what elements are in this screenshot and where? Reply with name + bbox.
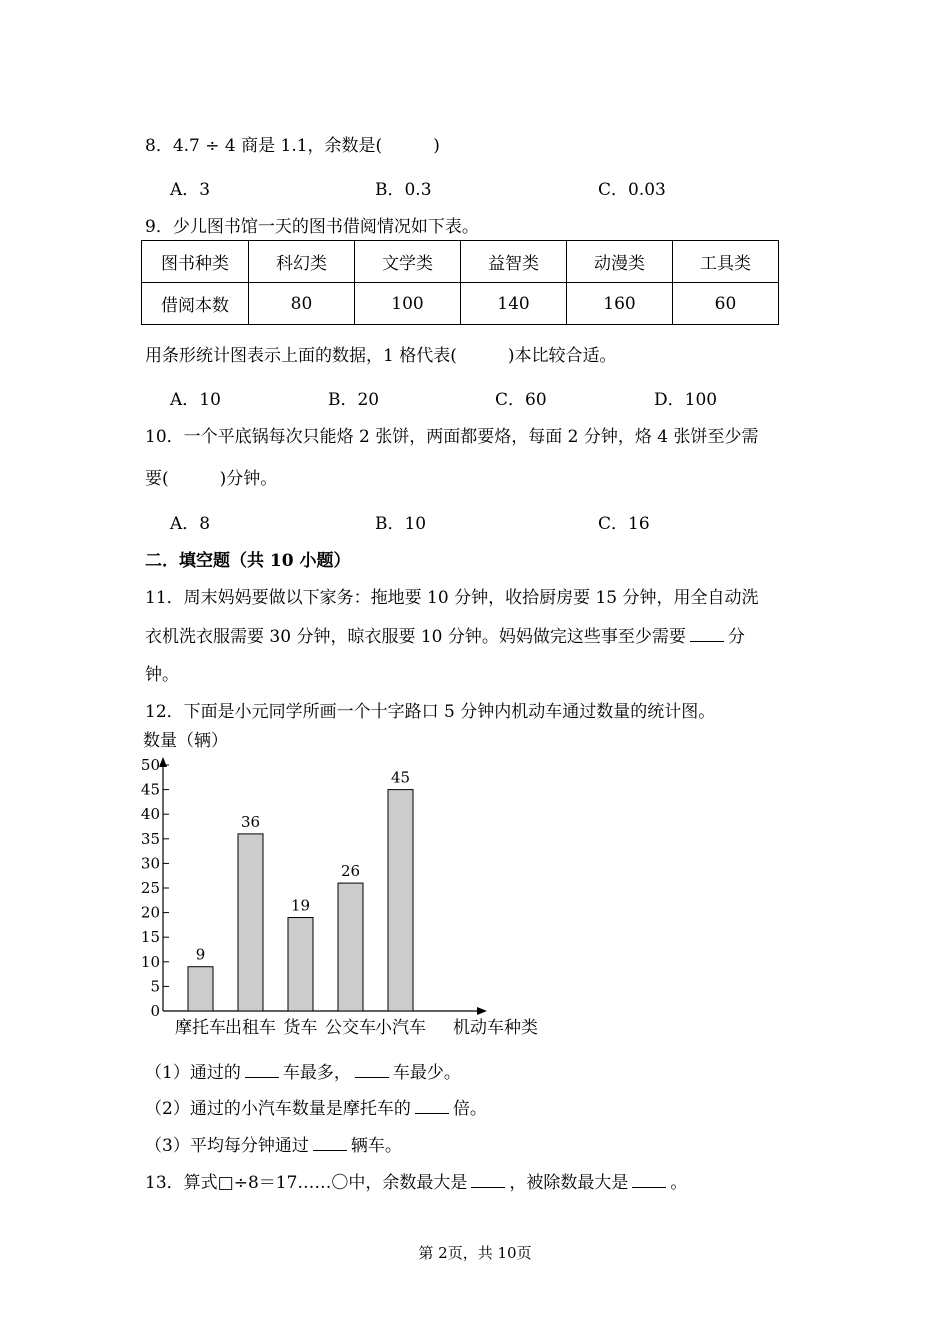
answer-blank[interactable] xyxy=(690,626,724,642)
q12-text: （2）通过的小汽车数量是摩托车的 xyxy=(145,1099,411,1119)
q9-option-a[interactable]: A．10 xyxy=(170,390,221,410)
q8-option-b[interactable]: B．0.3 xyxy=(375,180,432,200)
q8-option-a[interactable]: A．3 xyxy=(170,180,211,200)
bar-value-label: 26 xyxy=(340,862,361,881)
q12-text: 车最多， xyxy=(282,1063,351,1083)
bar-4 xyxy=(388,790,413,1011)
q9-follow: 用条形统计图表示上面的数据，1 格代表( )本比较合适。 xyxy=(145,346,617,366)
q10-line2: 要( )分钟。 xyxy=(145,469,278,489)
q12-sub3 xyxy=(145,1131,402,1156)
q12-text: （1）通过的 xyxy=(145,1063,241,1083)
q13-text: 13．算式□÷8＝17……〇中，余数最大是 xyxy=(145,1173,468,1193)
bar-3 xyxy=(338,883,363,1011)
table-cell: 80 xyxy=(249,283,355,325)
y-tick-label: 20 xyxy=(140,903,160,922)
q10-line1: 10．一个平底锅每次只能烙 2 张饼，两面都要烙，每面 2 分钟，烙 4 张饼至少需 xyxy=(145,427,759,447)
answer-blank[interactable] xyxy=(471,1172,505,1188)
y-tick-label: 35 xyxy=(140,829,160,848)
table-cell: 60 xyxy=(673,283,779,325)
q9-option-c[interactable]: C．60 xyxy=(495,390,547,410)
q10-option-c[interactable]: C．16 xyxy=(598,514,650,534)
y-tick-label: 40 xyxy=(140,805,160,824)
q12-text: （3）平均每分钟通过 xyxy=(145,1136,309,1156)
table-cell: 图书种类 xyxy=(142,241,249,283)
q12-stem: 12．下面是小元同学所画一个十字路口 5 分钟内机动车通过数量的统计图。 xyxy=(145,702,716,722)
table-cell: 工具类 xyxy=(673,241,779,283)
y-axis-label: 数量（辆） xyxy=(143,731,228,751)
q13-text: 。 xyxy=(670,1173,688,1193)
q11-line1: 11．周末妈妈要做以下家务：拖地要 10 分钟，收拾厨房要 15 分钟，用全自动洗 xyxy=(145,588,759,608)
x-axis-label: 机动车种类 xyxy=(453,1018,538,1038)
q10-option-b[interactable]: B．10 xyxy=(375,514,427,534)
table-cell: 160 xyxy=(567,283,673,325)
answer-blank[interactable] xyxy=(355,1062,389,1078)
table-row xyxy=(142,283,779,325)
q13-text: ，被除数最大是 xyxy=(509,1173,629,1193)
y-tick-label: 45 xyxy=(140,780,160,799)
q12-sub1 xyxy=(145,1058,461,1083)
page-footer: 第 2页，共 10页 xyxy=(418,1244,532,1262)
y-tick-label: 50 xyxy=(140,756,160,774)
q9-option-b[interactable]: B．20 xyxy=(328,390,380,410)
table-cell: 动漫类 xyxy=(567,241,673,283)
borrow-table xyxy=(141,240,779,325)
bar-1 xyxy=(238,834,263,1011)
category-label: 货车 xyxy=(283,1018,318,1038)
q8-stem: 8．4.7 ÷ 4 商是 1.1，余数是( ) xyxy=(145,136,440,156)
q13 xyxy=(145,1168,687,1193)
q12-text: 车最少。 xyxy=(392,1063,461,1083)
table-cell: 文学类 xyxy=(355,241,461,283)
q9-stem: 9．少儿图书馆一天的图书借阅情况如下表。 xyxy=(145,217,479,237)
x-axis-arrow xyxy=(477,1007,487,1015)
bar-2 xyxy=(288,918,313,1011)
q11-text: 分 xyxy=(727,627,745,647)
category-label: 出租车 xyxy=(225,1018,276,1038)
bar-value-label: 45 xyxy=(390,768,411,787)
y-tick-label: 5 xyxy=(150,977,160,996)
answer-blank[interactable] xyxy=(245,1062,279,1078)
y-tick-label: 25 xyxy=(140,879,160,897)
bar-value-label: 19 xyxy=(290,896,311,915)
table-cell: 益智类 xyxy=(461,241,567,283)
answer-blank[interactable] xyxy=(632,1172,666,1188)
answer-blank[interactable] xyxy=(415,1098,449,1114)
q12-text: 辆车。 xyxy=(350,1136,402,1156)
q10-option-a[interactable]: A．8 xyxy=(170,514,211,534)
section-heading: 二．填空题（共 10 小题） xyxy=(145,551,351,571)
bar-0 xyxy=(188,967,213,1011)
category-label: 摩托车 xyxy=(175,1018,226,1038)
answer-blank[interactable] xyxy=(313,1135,347,1151)
q8-option-c[interactable]: C．0.03 xyxy=(598,180,666,200)
q12-text: 倍。 xyxy=(452,1099,487,1119)
bar-value-label: 36 xyxy=(240,812,261,831)
q9-option-d[interactable]: D．100 xyxy=(654,390,718,410)
y-tick-label: 10 xyxy=(140,952,160,971)
category-label: 公交车 xyxy=(325,1018,376,1038)
bar-chart xyxy=(135,725,555,1043)
table-cell: 科幻类 xyxy=(249,241,355,283)
table-header-row xyxy=(142,241,779,283)
q12-sub2 xyxy=(145,1094,487,1119)
y-tick-label: 0 xyxy=(150,1002,160,1020)
y-tick-label: 30 xyxy=(140,854,160,873)
y-tick-label: 15 xyxy=(140,928,160,947)
category-label: 小汽车 xyxy=(375,1018,426,1038)
bar-value-label: 9 xyxy=(195,945,206,964)
q11-line3: 钟。 xyxy=(145,665,179,685)
table-cell: 140 xyxy=(461,283,567,325)
q11-text: 衣机洗衣服需要 30 分钟，晾衣服要 10 分钟。妈妈做完这些事至少需要 xyxy=(145,627,686,647)
q11-line2 xyxy=(145,622,745,647)
table-cell: 借阅本数 xyxy=(142,283,249,325)
table-cell: 100 xyxy=(355,283,461,325)
